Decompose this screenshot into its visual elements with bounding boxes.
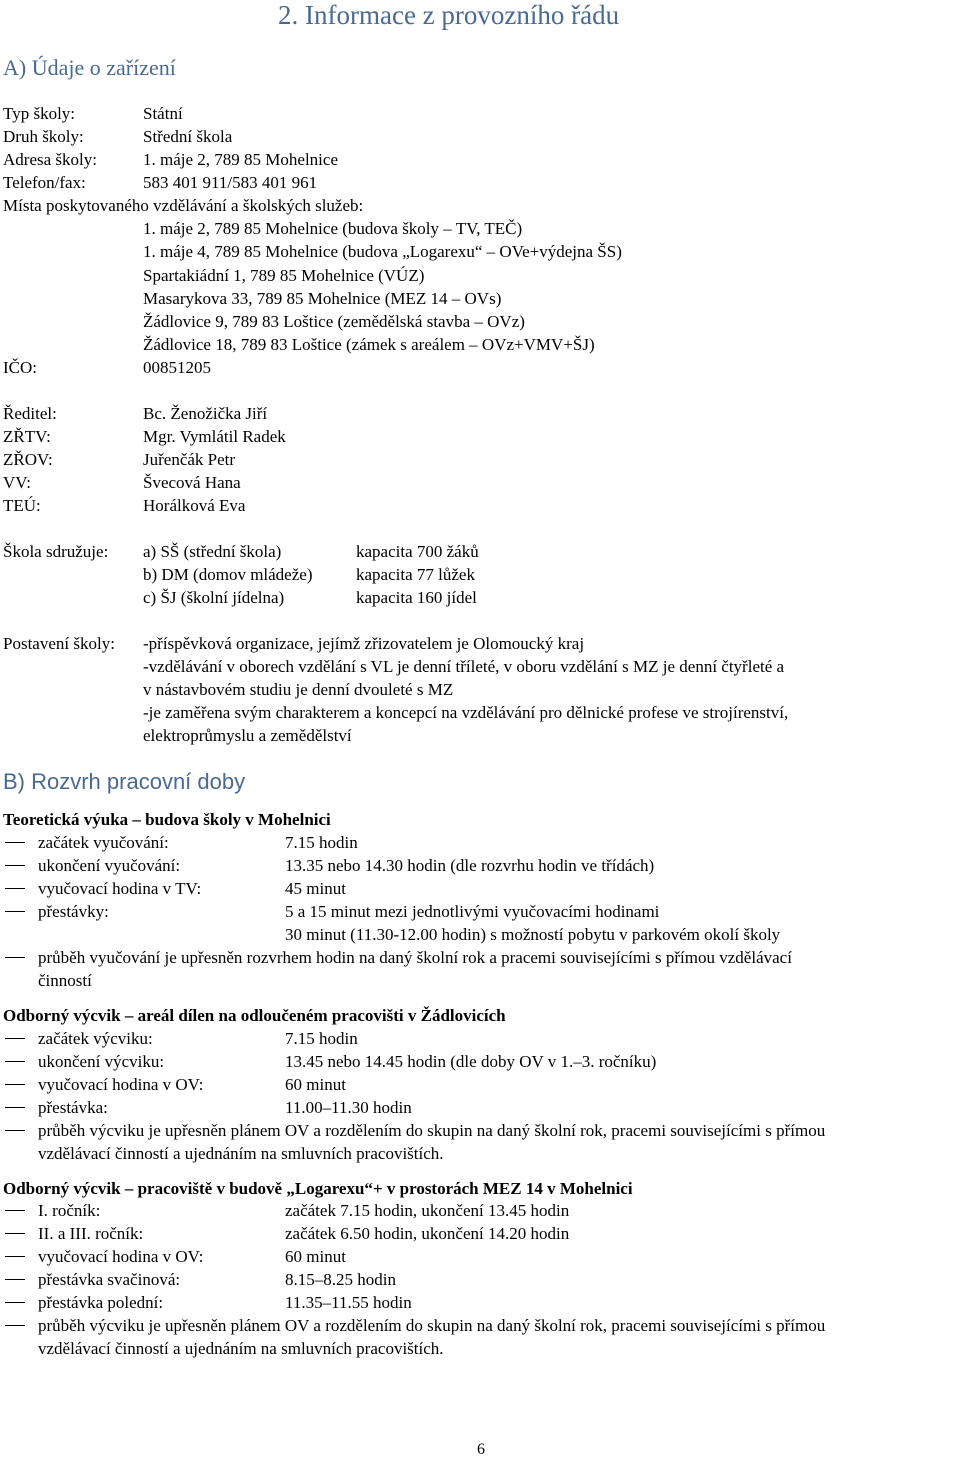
logarex-value: 8.15–8.25 hodin	[285, 1270, 396, 1289]
bullet-dash	[5, 957, 25, 958]
postaveni-line: -je zaměřena svým charakterem a koncepcí na vzdělávání pro dělnické profese ve strojírenství,	[143, 703, 789, 722]
staff-name: Juřenčák Petr	[143, 450, 236, 469]
zadlovice-title: Odborný výcvik – areál dílen na odloučeném pracovišti v Žádlovicích	[3, 1006, 506, 1025]
logarex-label: přestávka polední:	[38, 1293, 164, 1312]
staff-role: ZŘOV:	[3, 450, 53, 469]
section-b-heading: B) Rozvrh pracovní doby	[3, 769, 246, 794]
bullet-dash	[5, 1233, 25, 1234]
mista-item: Masarykova 33, 789 85 Mohelnice (MEZ 14 – OVs)	[143, 289, 502, 308]
zadlovice-value: 13.45 nebo 14.45 hodin (dle doby OV v 1.–3. ročníku)	[285, 1052, 657, 1071]
logarex-value: začátek 7.15 hodin, ukončení 13.45 hodin	[285, 1201, 570, 1220]
mista-label: Místa poskytovaného vzdělávání a školských služeb:	[3, 196, 364, 215]
ico-label: IČO:	[3, 358, 37, 377]
logarex-label: II. a III. ročník:	[38, 1224, 144, 1243]
staff-name: Mgr. Vymlátil Radek	[143, 427, 286, 446]
teoreticka-prubeh: průběh vyučování je upřesněn rozvrhem hodin na daný školní rok a pracemi souvisejícími s přímou vzdělávací	[38, 948, 792, 967]
staff-name: Švecová Hana	[143, 473, 241, 492]
teoreticka-title: Teoretická výuka – budova školy v Mohelnici	[3, 810, 331, 829]
page-number: 6	[477, 1441, 485, 1458]
postaveni-label: Postavení školy:	[3, 634, 115, 653]
bullet-dash	[5, 1084, 25, 1085]
bullet-dash	[5, 865, 25, 866]
bullet-dash	[5, 1038, 25, 1039]
zadlovice-label: přestávka:	[38, 1098, 108, 1117]
logarex-label: vyučovací hodina v OV:	[38, 1247, 204, 1266]
typ-value: Státní	[143, 104, 183, 123]
mista-item: Spartakiádní 1, 789 85 Mohelnice (VÚZ)	[143, 266, 425, 285]
sdruzuje-kapacita: kapacita 160 jídel	[356, 588, 477, 607]
teoreticka-value: 13.35 nebo 14.30 hodin (dle rozvrhu hodin ve třídách)	[285, 856, 655, 875]
logarex-label: přestávka svačinová:	[38, 1270, 181, 1289]
logarex-value: 60 minut	[285, 1247, 346, 1266]
bullet-dash	[5, 911, 25, 912]
staff-name: Horálková Eva	[143, 496, 246, 515]
telefon-label: Telefon/fax:	[3, 173, 86, 192]
logarex-prubeh: vzdělávací činností a ujednáním na smluvních pracovištích.	[38, 1339, 444, 1358]
logarex-label: I. ročník:	[38, 1201, 101, 1220]
sdruzuje-part: b) DM (domov mládeže)	[143, 565, 313, 584]
sdruzuje-kapacita: kapacita 700 žáků	[356, 542, 479, 561]
bullet-dash	[5, 1279, 25, 1280]
druh-value: Střední škola	[143, 127, 233, 146]
bullet-dash	[5, 1210, 25, 1211]
mista-item: 1. máje 4, 789 85 Mohelnice (budova „Logarexu“ – OVe+výdejna ŠS)	[143, 242, 622, 261]
postaveni-line: -příspěvková organizace, jejímž zřizovatelem je Olomoucký kraj	[143, 634, 585, 653]
logarex-value: 11.35–11.55 hodin	[285, 1293, 412, 1312]
zadlovice-value: 60 minut	[285, 1075, 346, 1094]
section-a-heading: A) Údaje o zařízení	[3, 55, 176, 80]
adresa-value: 1. máje 2, 789 85 Mohelnice	[143, 150, 338, 169]
staff-role: Ředitel:	[3, 404, 57, 423]
mista-item: Žádlovice 9, 789 83 Loštice (zemědělská stavba – OVz)	[143, 312, 525, 331]
adresa-label: Adresa školy:	[3, 150, 97, 169]
staff-role: ZŘTV:	[3, 427, 51, 446]
staff-name: Bc. Ženožička Jiří	[143, 404, 268, 423]
sdruzuje-part: a) SŠ (střední škola)	[143, 542, 282, 561]
staff-role: TEÚ:	[3, 496, 41, 515]
ico-value: 00851205	[143, 358, 211, 377]
bullet-dash	[5, 888, 25, 889]
teoreticka-label: ukončení vyučování:	[38, 856, 181, 875]
zadlovice-value: 11.00–11.30 hodin	[285, 1098, 412, 1117]
telefon-value: 583 401 911/583 401 961	[143, 173, 318, 192]
teoreticka-value: 45 minut	[285, 879, 346, 898]
sdruzuje-kapacita: kapacita 77 lůžek	[356, 565, 475, 584]
zadlovice-label: vyučovací hodina v OV:	[38, 1075, 204, 1094]
bullet-dash	[5, 1130, 25, 1131]
teoreticka-value: 7.15 hodin	[285, 833, 358, 852]
postaveni-line: elektroprůmyslu a zemědělství	[143, 726, 352, 745]
zadlovice-label: začátek výcviku:	[38, 1029, 153, 1048]
bullet-dash	[5, 1325, 25, 1326]
zadlovice-prubeh: vzdělávací činností a ujednáním na smluvních pracovištích.	[38, 1144, 444, 1163]
staff-role: VV:	[3, 473, 32, 492]
postaveni-line: -vzdělávání v oborech vzdělání s VL je denní tříleté, v oboru vzdělání s MZ je denní čtyřleté a	[143, 657, 785, 676]
teoreticka-label: vyučovací hodina v TV:	[38, 879, 202, 898]
bullet-dash	[5, 842, 25, 843]
teoreticka-value: 30 minut (11.30-12.00 hodin) s možností pobytu v parkovém okolí školy	[285, 925, 781, 944]
bullet-dash	[5, 1256, 25, 1257]
druh-label: Druh školy:	[3, 127, 84, 146]
bullet-dash	[5, 1302, 25, 1303]
bullet-dash	[5, 1107, 25, 1108]
logarex-prubeh: průběh výcviku je upřesněn plánem OV a rozdělením do skupin na daný školní rok, pracemi souvisejícími s přímou	[38, 1316, 826, 1335]
postaveni-line: v nástavbovém studiu je denní dvouleté s MZ	[143, 680, 454, 699]
zadlovice-label: ukončení výcviku:	[38, 1052, 165, 1071]
page-title: 2. Informace z provozního řádu	[278, 0, 620, 30]
teoreticka-value: 5 a 15 minut mezi jednotlivými vyučovacími hodinami	[285, 902, 660, 921]
sdruzuje-label: Škola sdružuje:	[3, 542, 109, 561]
zadlovice-value: 7.15 hodin	[285, 1029, 358, 1048]
teoreticka-label: přestávky:	[38, 902, 109, 921]
teoreticka-label: začátek vyučování:	[38, 833, 169, 852]
teoreticka-prubeh: činností	[38, 971, 92, 990]
logarex-title: Odborný výcvik – pracoviště v budově „Logarexu“+ v prostorách MEZ 14 v Mohelnici	[3, 1179, 633, 1198]
zadlovice-prubeh: průběh výcviku je upřesněn plánem OV a rozdělením do skupin na daný školní rok, pracemi souvisejícími s přímou	[38, 1121, 826, 1140]
typ-label: Typ školy:	[3, 104, 76, 123]
mista-item: Žádlovice 18, 789 83 Loštice (zámek s areálem – OVz+VMV+ŠJ)	[143, 335, 595, 354]
sdruzuje-part: c) ŠJ (školní jídelna)	[143, 588, 285, 607]
bullet-dash	[5, 1061, 25, 1062]
mista-item: 1. máje 2, 789 85 Mohelnice (budova školy – TV, TEČ)	[143, 219, 523, 238]
logarex-value: začátek 6.50 hodin, ukončení 14.20 hodin	[285, 1224, 570, 1243]
